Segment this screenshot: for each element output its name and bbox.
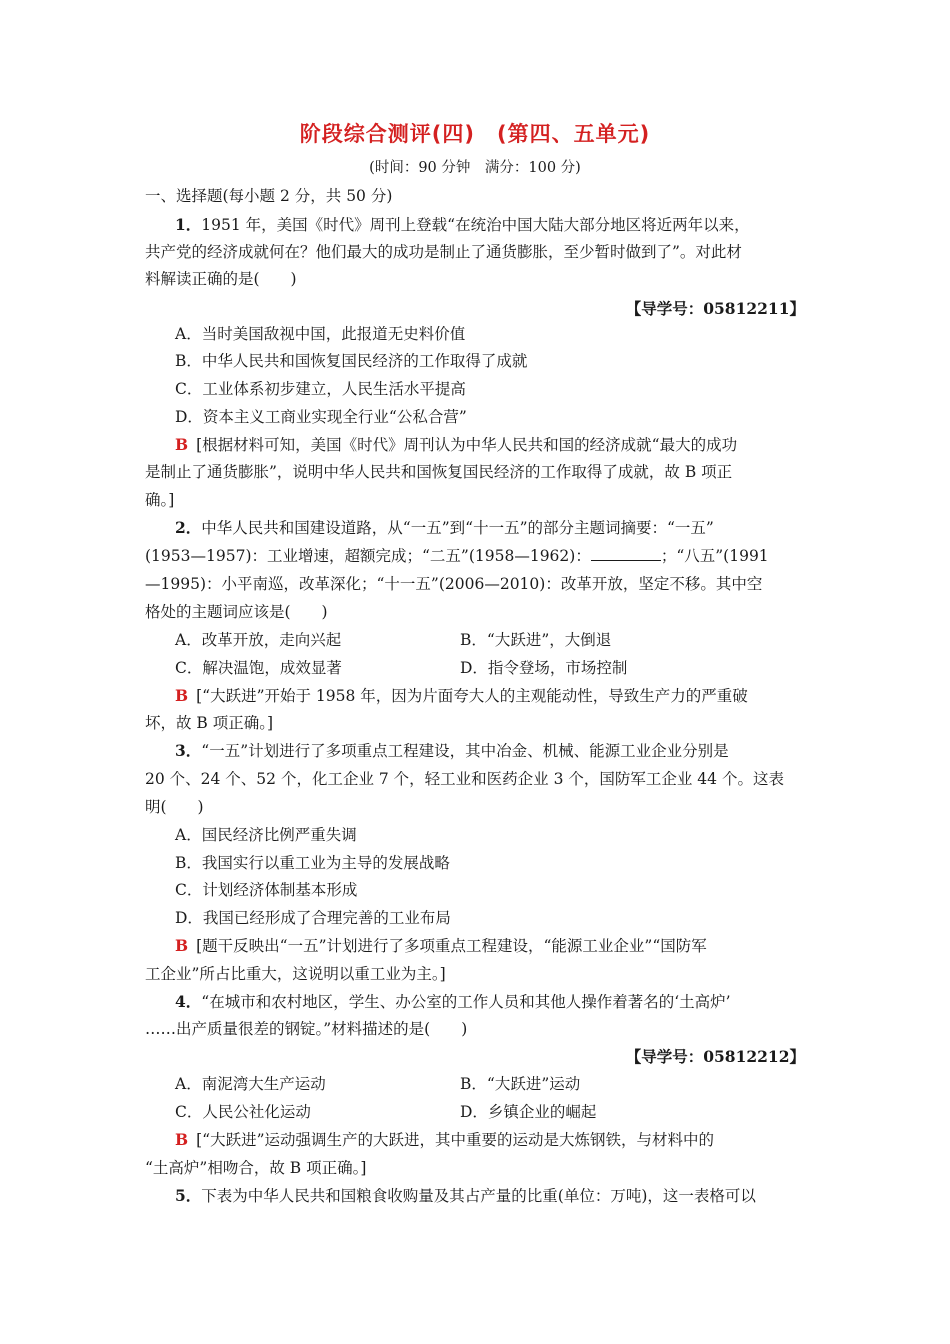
q3-line-1: 3．“一五”计划进行了多项重点工程建设，其中冶金、机械、能源工业企业分别是 (175, 741, 729, 760)
q1-explain-2: 是制止了通货膨胀”，说明中华人民共和国恢复国民经济的工作取得了成就，故 B 项正 (145, 463, 733, 481)
q3-option-d: D．我国已经形成了合理完善的工业布局 (175, 909, 451, 927)
q4-explain-1: B [“大跃进”运动强调生产的大跃进，其中重要的运动是大炼钢铁，与材料中的 (175, 1130, 715, 1149)
q3-option-a: A．国民经济比例严重失调 (175, 826, 357, 844)
q2-option-b: B．“大跃进”，大倒退 (460, 631, 612, 649)
q3-line-3: 明( ) (145, 798, 204, 816)
q3-option-c: C．计划经济体制基本形成 (175, 881, 358, 899)
q2-line-3: —1995)：小平南巡，改革深化；“十一五”(2006—2010)：改革开放，坚定不移。其中空 (145, 575, 763, 593)
q3-line-2: 20 个、24 个、52 个，化工企业 7 个，轻工业和医药企业 3 个，国防军工企业 44 个。这表 (145, 770, 784, 788)
q2-explain-1: B [“大跃进”开始于 1958 年，因为片面夸大人的主观能动性，导致生产力的严重破 (175, 686, 748, 705)
q3-option-b: B．我国实行以重工业为主导的发展战略 (175, 854, 450, 872)
q2-answer: B (175, 686, 189, 705)
q5-number: 5． (175, 1186, 202, 1205)
q1-answer: B (175, 435, 189, 454)
q1-option-c: C．工业体系初步建立，人民生活水平提高 (175, 380, 466, 398)
q5-line-1: 5．下表为中华人民共和国粮食收购量及其占产量的比重(单位：万吨)，这一表格可以 (175, 1186, 756, 1205)
q4-option-b: B．“大跃进”运动 (460, 1075, 581, 1093)
q3-explain-2: 工企业”所占比重大，这说明以重工业为主。] (145, 965, 446, 983)
q1-line-3: 料解读正确的是( ) (145, 270, 297, 288)
q3-answer: B (175, 936, 189, 955)
q1-line-2: 共产党的经济成就何在？他们最大的成功是制止了通货膨胀，至少暂时做到了”。对此材 (145, 243, 742, 261)
q4-guide-number: 【导学号：05812212】 (625, 1047, 805, 1066)
q2-option-d: D．指令登场，市场控制 (460, 659, 628, 677)
q4-number: 4． (175, 992, 202, 1011)
q4-option-a: A．南泥湾大生产运动 (175, 1075, 326, 1093)
q4-line-1: 4．“在城市和农村地区，学生、办公室的工作人员和其他人操作着著名的‘土高炉’ (175, 992, 731, 1011)
q4-answer: B (175, 1130, 189, 1149)
q2-line-4: 格处的主题词应该是( ) (145, 603, 328, 621)
q4-line-2: ……出产质量很差的钢锭。”材料描述的是( ) (145, 1020, 468, 1038)
q2-number: 2． (175, 518, 202, 537)
q2-explain-2: 坏，故 B 项正确。] (145, 714, 274, 732)
q4-option-c: C．人民公社化运动 (175, 1103, 311, 1121)
answer-blank (591, 546, 661, 561)
q2-option-a: A．改革开放，走向兴起 (175, 631, 342, 649)
q2-line-1: 2．中华人民共和国建设道路，从“一五”到“十一五”的部分主题词摘要：“一五” (175, 518, 714, 537)
q1-line-1: 1．1951 年，美国《时代》周刊上登载“在统治中国大陆大部分地区将近两年以来， (175, 215, 750, 234)
q2-line-2: (1953—1957)：工业增速，超额完成；“二五”(1958—1962)： ；“八五”(1991 (145, 547, 769, 565)
q4-explain-2: “土高炉”相吻合，故 B 项正确。] (145, 1159, 367, 1177)
q1-number: 1． (175, 215, 202, 234)
q1-explain-3: 确。] (145, 491, 175, 509)
q4-option-d: D．乡镇企业的崛起 (460, 1103, 597, 1121)
page-title: 阶段综合测评(四) (第四、五单元) (299, 122, 651, 146)
q3-number: 3． (175, 741, 202, 760)
q1-option-b: B．中华人民共和国恢复国民经济的工作取得了成就 (175, 352, 528, 370)
section-heading: 一、选择题(每小题 2 分，共 50 分) (145, 187, 393, 205)
exam-time-score: (时间：90 分钟 满分：100 分) (369, 160, 581, 176)
q1-option-d: D．资本主义工商业实现全行业“公私合营” (175, 408, 467, 426)
q1-explain-1: B [根据材料可知，美国《时代》周刊认为中华人民共和国的经济成就“最大的成功 (175, 435, 738, 454)
q2-option-c: C．解决温饱，成效显著 (175, 659, 342, 677)
q1-option-a: A．当时美国敌视中国，此报道无史料价值 (175, 325, 466, 343)
q3-explain-1: B [题干反映出“一五”计划进行了多项重点工程建设，“能源工业企业”“国防军 (175, 936, 707, 955)
q1-guide-number: 【导学号：05812211】 (625, 299, 805, 318)
